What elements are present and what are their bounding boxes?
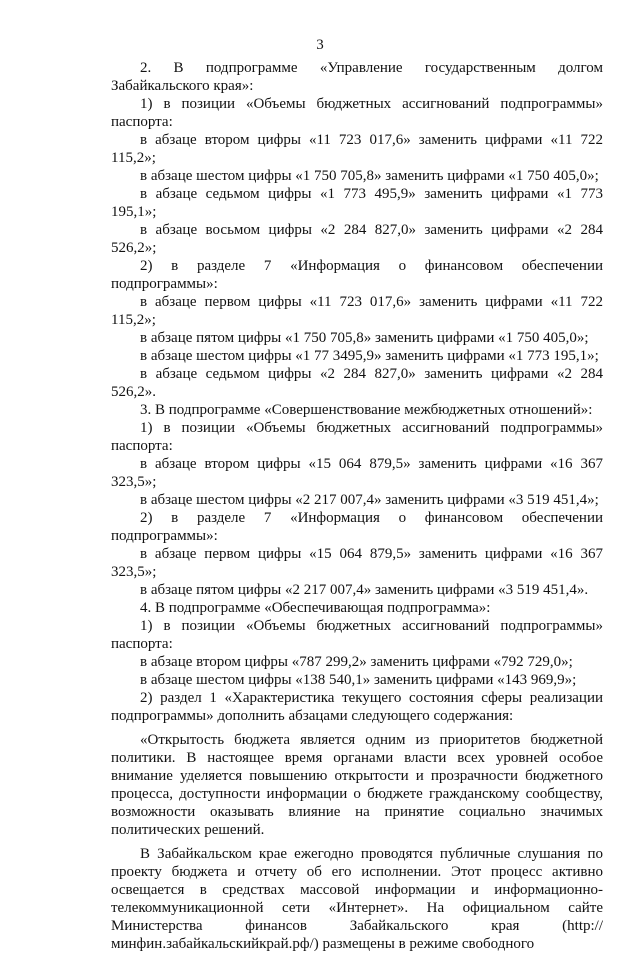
document-body <box>111 59 603 953</box>
paragraph: в абзаце шестом цифры «138 540,1» заменить цифрами «143 969,9»; <box>140 672 577 688</box>
paragraph: 2) в разделе 7 «Информация о финансовом обеспечении подпрограммы»: <box>111 510 603 544</box>
paragraph: в абзаце пятом цифры «1 750 705,8» заменить цифрами «1 750 405,0»; <box>140 330 589 346</box>
paragraph: в абзаце восьмом цифры «2 284 827,0» заменить цифрами «2 284 526,2»; <box>111 222 603 256</box>
paragraph: в абзаце втором цифры «15 064 879,5» заменить цифрами «16 367 323,5»; <box>111 456 603 490</box>
paragraph: 2) в разделе 7 «Информация о финансовом обеспечении подпрограммы»: <box>111 258 603 292</box>
paragraph: в абзаце седьмом цифры «2 284 827,0» заменить цифрами «2 284 526,2». <box>111 366 603 400</box>
paragraph: 1) в позиции «Объемы бюджетных ассигнований подпрограммы» паспорта: <box>111 618 603 652</box>
paragraph: в абзаце втором цифры «787 299,2» заменить цифрами «792 729,0»; <box>140 654 573 670</box>
paragraph: 3. В подпрограмме «Совершенствование межбюджетных отношений»: <box>140 402 593 418</box>
paragraph: 2) раздел 1 «Характеристика текущего состояния сферы реализации подпрограммы» дополнить абзацами следующего содержания: <box>111 690 603 724</box>
paragraph: в абзаце шестом цифры «2 217 007,4» заменить цифрами «3 519 451,4»; <box>140 492 599 508</box>
paragraph: 1) в позиции «Объемы бюджетных ассигнований подпрограммы» паспорта: <box>111 420 603 454</box>
paragraph: 4. В подпрограмме «Обеспечивающая подпрограмма»: <box>140 600 491 616</box>
paragraph: в абзаце втором цифры «11 723 017,6» заменить цифрами «11 722 115,2»; <box>111 132 603 166</box>
paragraph: 2. В подпрограмме «Управление государственным долгом Забайкальского края»: <box>111 60 603 94</box>
paragraph: в абзаце первом цифры «11 723 017,6» заменить цифрами «11 722 115,2»; <box>111 294 603 328</box>
page-number: 3 <box>316 37 324 53</box>
paragraph: в абзаце шестом цифры «1 750 705,8» заменить цифрами «1 750 405,0»; <box>140 168 599 184</box>
paragraph: в абзаце седьмом цифры «1 773 495,9» заменить цифрами «1 773 195,1»; <box>111 186 603 220</box>
paragraph: 1) в позиции «Объемы бюджетных ассигнований подпрограммы» паспорта: <box>111 96 603 130</box>
paragraph: «Открытость бюджета является одним из приоритетов бюджетной политики. В настоящее время органами власти всех уровней особое внимание уделяется повышению открытости и прозрачности бюджетного процесса, доступности информации о бюджете гражданскому сообществу, возможности оказывать влияние на принятие социально значимых политических решений. <box>111 732 603 838</box>
paragraph: в абзаце шестом цифры «1 77 3495,9» заменить цифрами «1 773 195,1»; <box>140 348 599 364</box>
paragraph: в абзаце первом цифры «15 064 879,5» заменить цифрами «16 367 323,5»; <box>111 546 603 580</box>
paragraph: В Забайкальском крае ежегодно проводятся публичные слушания по проекту бюджета и отчету об его исполнении. Этот процесс активно освещается в средствах массовой информации и информационно-телекоммуникационной сети «Интернет». На официальном сайте Министерства финансов Забайкальского края (http://минфин.забайкальскийкрай.рф/) размещены в режиме свободного <box>111 846 603 952</box>
paragraph: в абзаце пятом цифры «2 217 007,4» заменить цифрами «3 519 451,4». <box>140 582 589 598</box>
